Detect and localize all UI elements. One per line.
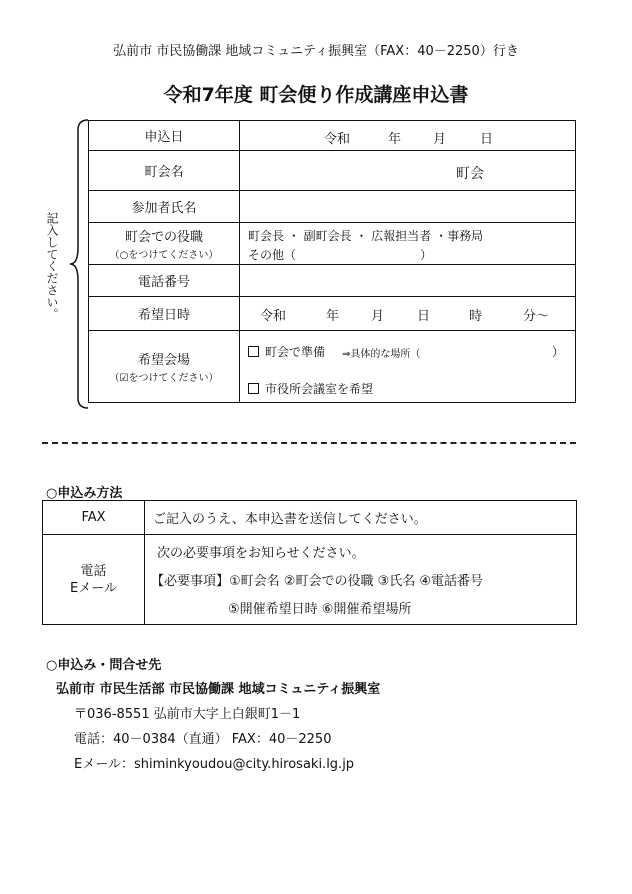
- method-tel-email-label-cell: [43, 535, 145, 625]
- role-other-close: ）: [420, 248, 433, 262]
- row-application-date: [89, 121, 576, 151]
- venue-option1-detail: ⇒具体的な場所（: [342, 349, 421, 360]
- phone-field[interactable]: [240, 265, 576, 297]
- contact-phone: 電話：40－0384（直通） FAX：40－2250: [74, 732, 332, 747]
- town-suffix: 町会: [456, 166, 484, 182]
- name-label: 参加者氏名: [89, 191, 240, 223]
- name-field[interactable]: [240, 191, 576, 223]
- cut-line-divider: [42, 442, 576, 444]
- contact-email[interactable]: Eメール：shiminkyoudou@city.hirosaki.lg.jp: [74, 757, 355, 772]
- row-role: [89, 223, 576, 265]
- datetime-era: 令和: [260, 309, 287, 324]
- datetime-day: 日: [417, 309, 431, 324]
- venue-cityhall-checkbox[interactable]: [248, 383, 259, 394]
- method-tel-email-detail: [145, 535, 577, 625]
- date-era: 令和: [324, 132, 351, 147]
- date-year: 年: [388, 132, 402, 147]
- side-note: [44, 212, 62, 324]
- method-row-tel-email: [43, 535, 577, 625]
- town-label: 町会名: [89, 151, 240, 191]
- row-venue: [89, 331, 576, 403]
- venue-option-town[interactable]: [248, 343, 325, 360]
- date-day: 日: [480, 132, 494, 147]
- datetime-hour: 時: [469, 309, 483, 324]
- venue-option-cityhall[interactable]: [248, 380, 373, 397]
- role-options: 町会長 ・ 副町会長 ・ 広報担当者 ・事務局: [248, 229, 484, 243]
- document-title: 令和7年度 町会便り作成講座申込書: [163, 84, 469, 106]
- method-row-fax: [43, 501, 577, 535]
- venue-option1-close: ）: [552, 345, 565, 359]
- venue-option2-label: 市役所会議室を希望: [265, 382, 374, 396]
- venue-option1-label: 町会で準備: [265, 345, 326, 359]
- method-items-line2: ⑤開催希望日時 ⑥開催希望場所: [228, 602, 412, 617]
- phone-label: 電話番号: [89, 265, 240, 297]
- brace-icon: [68, 118, 90, 410]
- method-tel-intro: 次の必要事項をお知らせください。: [157, 546, 365, 561]
- method-tel-label: 電話: [80, 563, 107, 579]
- row-town-name: [89, 151, 576, 191]
- venue-note: （☑をつけてください）: [109, 373, 219, 384]
- method-section-title: ○申込み方法: [46, 486, 123, 501]
- venue-field: [240, 331, 576, 403]
- venue-label-cell: [89, 331, 240, 403]
- row-phone: [89, 265, 576, 297]
- datetime-label: 希望日時: [89, 297, 240, 331]
- datetime-minute: 分～: [523, 309, 550, 324]
- role-field[interactable]: [240, 223, 576, 265]
- contact-organization: 弘前市 市民生活部 市民協働課 地域コミュニティ振興室: [56, 682, 381, 697]
- role-label-cell: [89, 223, 240, 265]
- role-other-open: その他（: [248, 248, 297, 262]
- role-label: 町会での役職: [124, 230, 203, 245]
- side-note-text: 記入してください。: [45, 212, 59, 320]
- method-table: [42, 500, 577, 625]
- venue-town-checkbox[interactable]: [248, 346, 259, 357]
- role-note: （○をつけてください）: [109, 250, 219, 261]
- method-items-line1: 【必要事項】①町会名 ②町会での役職 ③氏名 ④電話番号: [151, 574, 484, 589]
- method-email-label: Eメール: [70, 580, 117, 596]
- datetime-field[interactable]: [240, 297, 576, 331]
- date-label: 申込日: [89, 121, 240, 151]
- submit-to-line: 弘前市 市民協働課 地域コミュニティ振興室（FAX：40－2250）行き: [113, 44, 519, 59]
- town-field[interactable]: [240, 151, 576, 191]
- method-fax-text: ご記入のうえ、本申込書を送信してください。: [145, 501, 577, 535]
- method-fax-label: FAX: [43, 501, 145, 535]
- contact-address: 〒036-8551 弘前市大字上白銀町1－1: [74, 707, 301, 722]
- venue-label: 希望会場: [137, 353, 190, 368]
- contact-section-title: ○申込み・問合せ先: [46, 658, 162, 673]
- date-month: 月: [433, 132, 447, 147]
- datetime-month: 月: [371, 309, 385, 324]
- datetime-year: 年: [326, 309, 340, 324]
- row-datetime: [89, 297, 576, 331]
- row-participant-name: [89, 191, 576, 223]
- date-field[interactable]: [240, 121, 576, 151]
- application-form-table: [88, 120, 576, 403]
